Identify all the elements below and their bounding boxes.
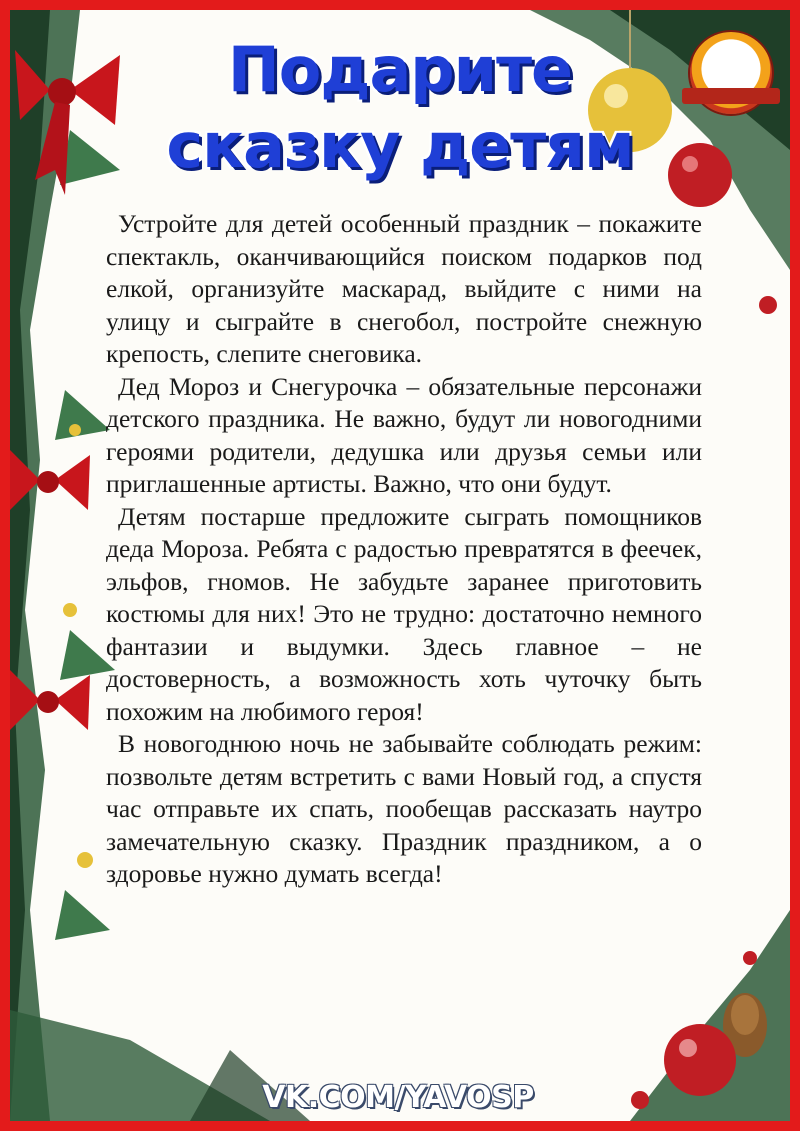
christmas-ball-icon [668,143,732,207]
logo-ribbon [682,88,780,104]
paragraph-1: Устройте для детей особенный праздник – покажите спектакль, оканчивающийся поиском подарков под елкой, организуйте маскарад, выйдите с ними на улицу и сыграйте в снегобол, постройте снежную крепость, слепите снеговика. [106,209,702,368]
paragraph-3: Детям постарше предложите сыграть помощников деда Мороза. Ребята с радостью превратятся в феечек, эльфов, гномов. Не забудьте заранее приготовить костюмы для них! Это не трудно: достаточно немного фантазии и выдумки. Здесь главное – не достоверность, а возможность хоть чуточку быть похожим на любимого героя! [106,501,702,726]
christmas-ball-icon [664,1024,736,1096]
page-title [160,32,640,184]
paragraph-4: В новогоднюю ночь не забывайте соблюдать режим: позвольте детям встретить с вами Новый год, а спустя час отправьте их спать, пообещав рассказать наутро замечательную сказку. Праздник праздником, а о здоровье нужно думать всегда! [106,729,702,888]
title-line-1: Подарите [227,33,573,106]
poster-frame [10,10,790,1121]
article-body [106,208,702,891]
paragraph-2: Дед Мороз и Снегурочка – обязательные персонажи детского праздника. Не важно, будут ли новогодними героями родители, дедушка или друзья семьи или приглашенные артисты. Важно, что они будут. [106,371,702,498]
footer-url[interactable]: VK.COM/YAVOSP [262,1080,534,1115]
title-line-2: сказку детям [166,109,634,182]
